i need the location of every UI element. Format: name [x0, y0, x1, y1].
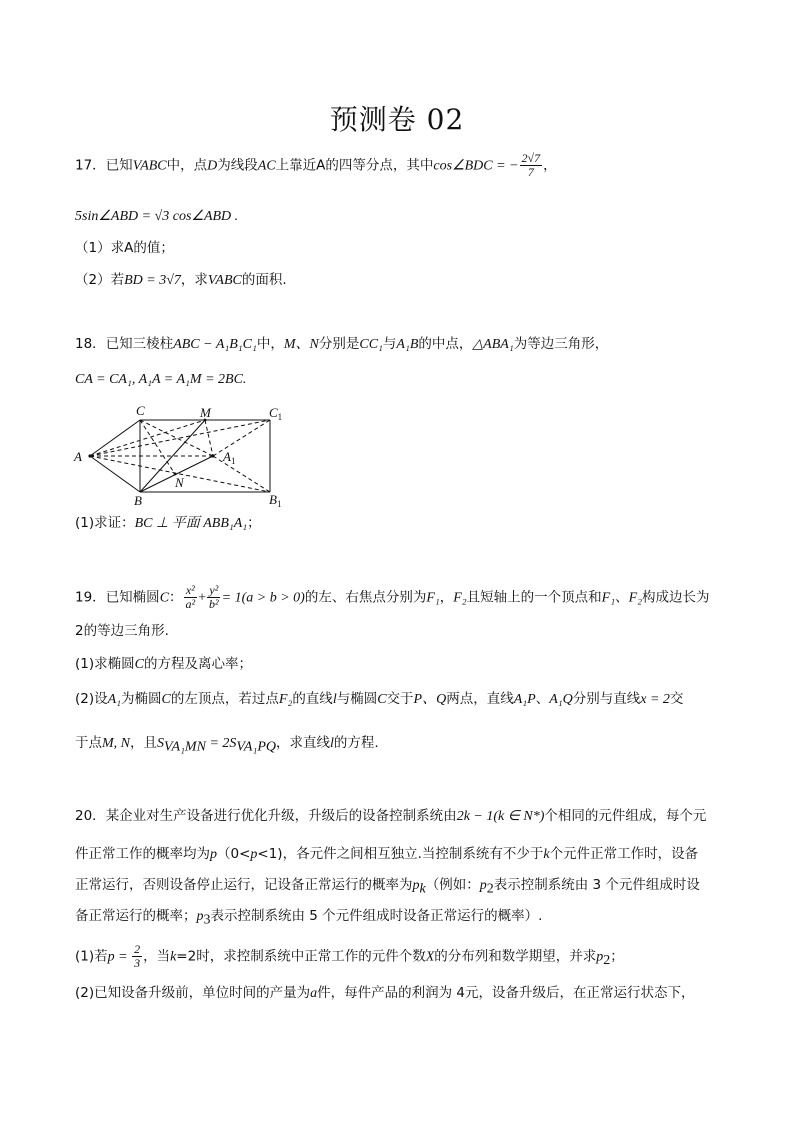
- q17-part1: （1）求A的值；: [75, 240, 174, 256]
- q17-number: 17．: [75, 157, 106, 174]
- label-N: N: [175, 475, 184, 490]
- q20-part1: (1)若p = $\frac{2}{3}$ ，当k=2时，求控制系统中正常工作的元件个数X的分布列和数学期望，并求$p_2$；: [75, 942, 624, 970]
- label-M: M: [200, 405, 211, 420]
- q18-part1: (1)求证：BC ⊥ 平面 ABB₁A₁；: [75, 515, 261, 531]
- q18-number: 18．: [75, 336, 106, 352]
- q19-part2-line2: 于点M, N，且$S_{VA_1MN} = 2S_{VA_1PQ}$，求直线l的方程.: [75, 735, 379, 755]
- q17-line2: 5sin∠ABD = √3 cos∠ABD .: [75, 209, 239, 224]
- prism-figure: [70, 400, 300, 510]
- q17-part2: （2）若BD = 3√7，求VABC的面积.: [75, 272, 287, 288]
- label-B: B: [134, 493, 142, 508]
- q19-number: 19．: [75, 589, 106, 606]
- q17-fraction: $\frac{2√7}{7}$: [521, 151, 541, 179]
- q19-part2-line1: (2)设A₁为椭圆C的左顶点，若过点F₂的直线l与椭圆C交于P、Q两点，直线A₁P、A₁Q分别与直线x = 2交: [75, 691, 684, 707]
- q18-line1: 18．已知三棱柱ABC − A₁B₁C₁中，M、N分别是CC₁与A₁B的中点，△ABA₁为等边三角形，: [75, 336, 609, 352]
- label-A1: $A_1$: [223, 449, 236, 466]
- label-C: C: [136, 403, 145, 418]
- q20-line1: 20．某企业对生产设备进行优化升级，升级后的设备控制系统由2k − 1(k ∈ N*)个相同的元件组成，每个元: [75, 808, 707, 824]
- q20-part2: (2)已知设备升级前，单位时间的产量为a件，每件产品的利润为 4元，设备升级后，在正常运行状态下，: [75, 985, 695, 1001]
- q17-line1: 17．已知VABC中，点D为线段AC上靠近A的四等分点，其中cos∠BDC = − $\frac{2√7}{7}$ ，: [75, 151, 557, 179]
- q20-line3: 正常运行，否则设备停止运行，记设备正常运行的概率为$p_k$（例如：$p_2$表示控制系统由 3 个元件组成时设: [75, 877, 700, 897]
- q20-line2: 件正常工作的概率均为p（0<p<1)，各元件之间相互独立.当控制系统有不少于k个元件正常工作时，设备: [75, 846, 699, 862]
- q19-line2: 2的等边三角形.: [75, 623, 169, 639]
- label-C1: $C_1$: [269, 405, 283, 422]
- q20-line4: 备正常运行的概率；$p_3$表示控制系统由 5 个元件组成时设备正常运行的概率）.: [75, 908, 543, 928]
- q18-line2: CA = CA₁, A₁A = A₁M = 2BC.: [75, 372, 247, 387]
- q19-line1: 19．已知椭圆C： $\frac{\text{x²}}{\text{a²}}$ + $\frac{\text{y²}}{\text{b²}}$ = 1(a > b > 0)的左、右焦点分别为F₁，F₂且短轴上的一个顶点和F₁、F₂构成边长为: [75, 583, 710, 611]
- label-A: A: [74, 449, 82, 464]
- q19-part1: (1)求椭圆C的方程及离心率；: [75, 656, 252, 672]
- label-B1: $B_1$: [269, 492, 282, 509]
- q20-number: 20．: [75, 808, 106, 824]
- page-title: 预测卷 02: [329, 103, 465, 136]
